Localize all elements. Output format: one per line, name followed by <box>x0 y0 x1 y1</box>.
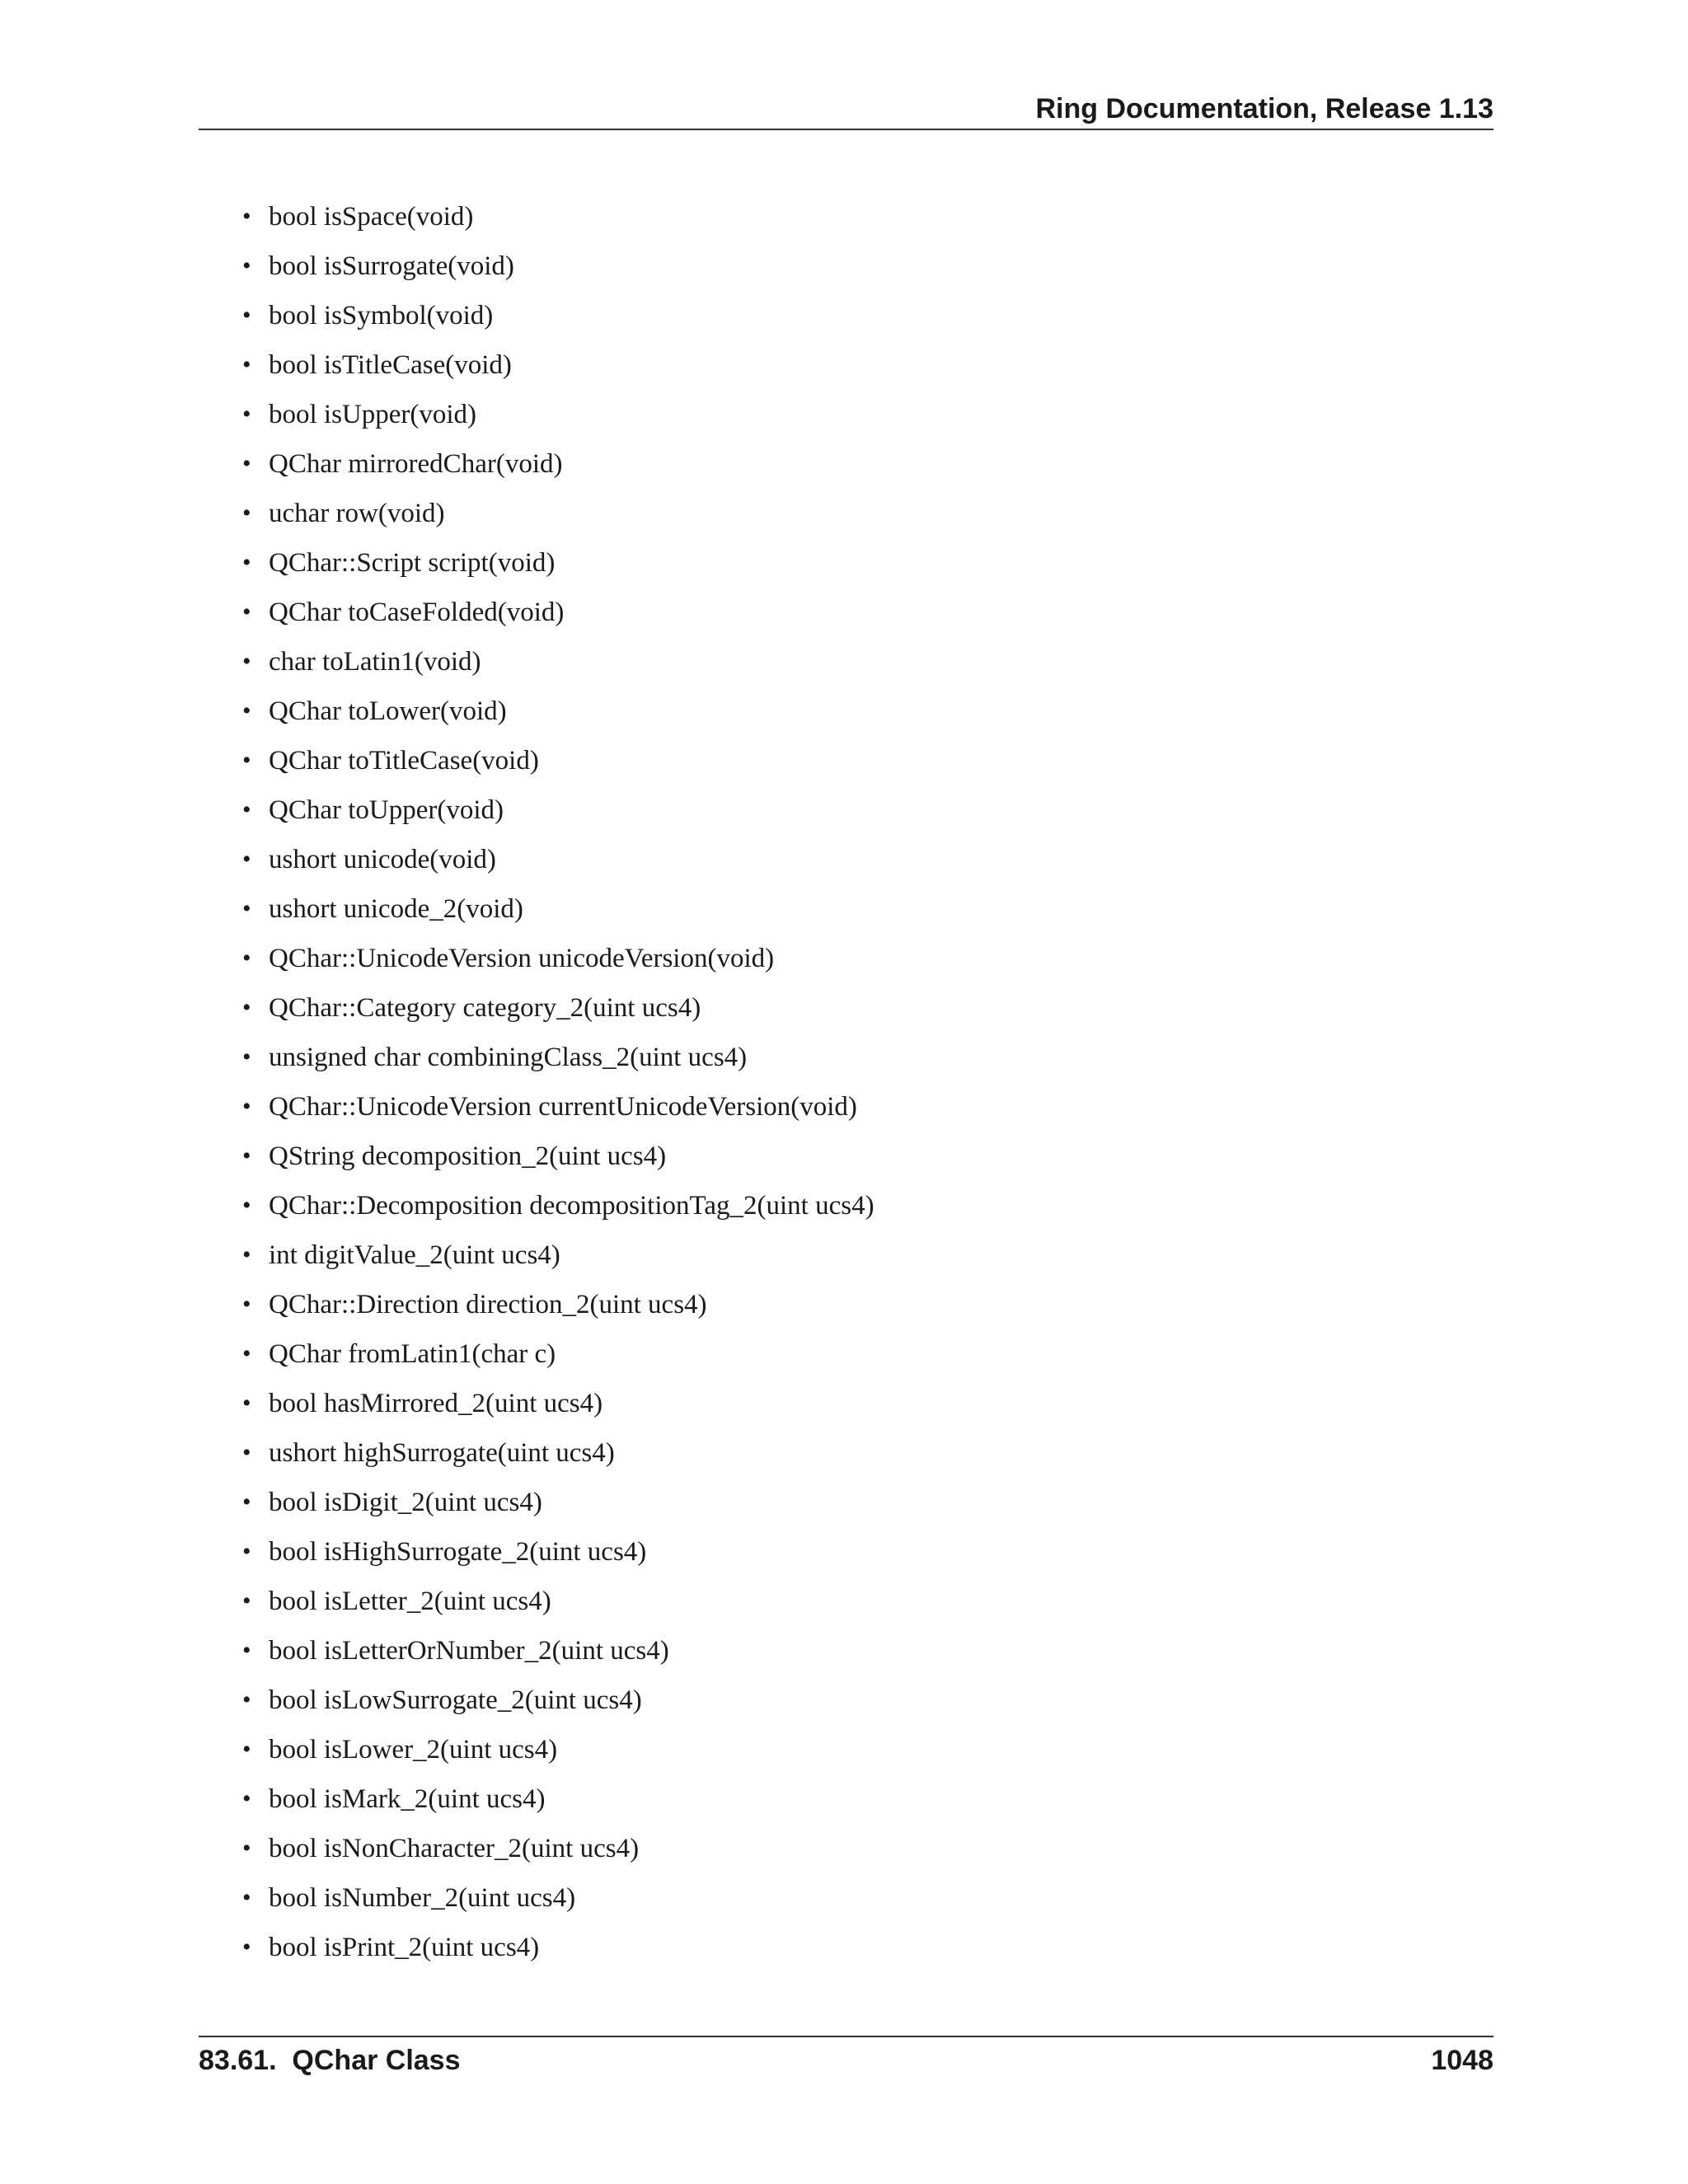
list-item <box>242 538 1396 588</box>
page-footer <box>199 2036 1493 2076</box>
list-item <box>242 1082 1396 1132</box>
list-item <box>242 1379 1396 1428</box>
bullet-icon: • <box>242 1043 251 1071</box>
method-signature: QChar toCaseFolded(void) <box>269 598 565 627</box>
list-item <box>242 1230 1396 1280</box>
section-title: 83.61. QChar Class <box>199 2045 461 2076</box>
page-content <box>242 192 1396 1972</box>
method-signature: QChar toTitleCase(void) <box>269 746 539 776</box>
bullet-icon: • <box>242 697 251 724</box>
bullet-icon: • <box>242 1637 251 1664</box>
page-header <box>199 89 1493 130</box>
method-signature: QChar toLower(void) <box>269 696 507 726</box>
method-signature: QChar::Script script(void) <box>269 548 556 578</box>
method-signature: bool isMark_2(uint ucs4) <box>269 1784 546 1814</box>
method-signature: QChar mirroredChar(void) <box>269 449 563 479</box>
document-title: Ring Documentation, Release 1.13 <box>1035 93 1493 124</box>
bullet-icon: • <box>242 252 251 279</box>
method-signature: bool isSymbol(void) <box>269 301 494 330</box>
bullet-icon: • <box>242 351 251 378</box>
bullet-icon: • <box>242 1439 251 1466</box>
list-item <box>242 1577 1396 1626</box>
bullet-icon: • <box>242 499 251 527</box>
bullet-icon: • <box>242 549 251 576</box>
method-signature: bool isSurrogate(void) <box>269 251 514 281</box>
method-signature: bool isLetter_2(uint ucs4) <box>269 1586 551 1616</box>
page-number: 1048 <box>1431 2045 1493 2076</box>
bullet-icon: • <box>242 1835 251 1862</box>
list-item <box>242 884 1396 934</box>
method-signature: QChar fromLatin1(char c) <box>269 1339 556 1369</box>
bullet-icon: • <box>242 1488 251 1516</box>
list-item <box>242 1626 1396 1675</box>
bullet-icon: • <box>242 1587 251 1615</box>
bullet-icon: • <box>242 450 251 477</box>
bullet-icon: • <box>242 1142 251 1169</box>
list-item <box>242 637 1396 687</box>
list-item <box>242 1873 1396 1923</box>
method-signature: ushort unicode(void) <box>269 845 496 874</box>
list-item <box>242 934 1396 983</box>
list-item <box>242 1923 1396 1972</box>
method-signature: bool isDigit_2(uint ucs4) <box>269 1488 542 1517</box>
bullet-icon: • <box>242 1538 251 1565</box>
list-item <box>242 736 1396 785</box>
method-signature: QChar::UnicodeVersion unicodeVersion(void) <box>269 944 775 973</box>
bullet-icon: • <box>242 1340 251 1367</box>
list-item <box>242 1428 1396 1478</box>
method-signature: uchar row(void) <box>269 499 445 528</box>
list-item <box>242 1181 1396 1230</box>
method-signature: bool isLower_2(uint ucs4) <box>269 1735 558 1765</box>
bullet-icon: • <box>242 1093 251 1120</box>
bullet-icon: • <box>242 401 251 428</box>
method-signature: ushort unicode_2(void) <box>269 894 523 924</box>
method-signature: bool hasMirrored_2(uint ucs4) <box>269 1389 603 1418</box>
list-item <box>242 291 1396 340</box>
list-item <box>242 1280 1396 1329</box>
list-item <box>242 1675 1396 1725</box>
method-signature: bool isSpace(void) <box>269 202 474 232</box>
method-signature: bool isTitleCase(void) <box>269 350 512 380</box>
bullet-icon: • <box>242 302 251 329</box>
list-item <box>242 340 1396 390</box>
list-item <box>242 1527 1396 1577</box>
list-item <box>242 588 1396 637</box>
method-signature: bool isNumber_2(uint ucs4) <box>269 1883 576 1913</box>
list-item <box>242 1132 1396 1181</box>
method-signature: QChar::Decomposition decompositionTag_2(uint ucs4) <box>269 1191 874 1221</box>
list-item <box>242 1774 1396 1824</box>
list-item <box>242 1824 1396 1873</box>
list-item <box>242 1478 1396 1527</box>
bullet-icon: • <box>242 1884 251 1911</box>
list-item <box>242 785 1396 835</box>
bullet-icon: • <box>242 648 251 675</box>
bullet-icon: • <box>242 1291 251 1318</box>
list-item <box>242 983 1396 1033</box>
bullet-icon: • <box>242 1785 251 1812</box>
bullet-icon: • <box>242 747 251 774</box>
list-item <box>242 1033 1396 1082</box>
list-item <box>242 489 1396 538</box>
bullet-icon: • <box>242 796 251 823</box>
bullet-icon: • <box>242 1736 251 1763</box>
list-item <box>242 439 1396 489</box>
bullet-icon: • <box>242 994 251 1021</box>
method-signature: bool isLowSurrogate_2(uint ucs4) <box>269 1685 642 1715</box>
bullet-icon: • <box>242 895 251 922</box>
bullet-icon: • <box>242 1933 251 1961</box>
method-signature: char toLatin1(void) <box>269 647 481 677</box>
bullet-icon: • <box>242 1686 251 1713</box>
bullet-icon: • <box>242 1241 251 1268</box>
method-signature: int digitValue_2(uint ucs4) <box>269 1240 560 1270</box>
bullet-icon: • <box>242 203 251 230</box>
method-signature: QString decomposition_2(uint ucs4) <box>269 1141 667 1171</box>
bullet-icon: • <box>242 944 251 972</box>
list-item <box>242 192 1396 241</box>
method-signature: bool isLetterOrNumber_2(uint ucs4) <box>269 1636 669 1666</box>
bullet-icon: • <box>242 1192 251 1219</box>
list-item <box>242 1329 1396 1379</box>
method-signature: bool isUpper(void) <box>269 400 477 429</box>
method-signature: bool isNonCharacter_2(uint ucs4) <box>269 1834 640 1863</box>
method-signature: QChar::Category category_2(uint ucs4) <box>269 993 701 1023</box>
list-item <box>242 1725 1396 1774</box>
list-item <box>242 687 1396 736</box>
method-signature: QChar::Direction direction_2(uint ucs4) <box>269 1290 707 1319</box>
list-item <box>242 241 1396 291</box>
list-item <box>242 835 1396 884</box>
method-signature: ushort highSurrogate(uint ucs4) <box>269 1438 615 1468</box>
bullet-icon: • <box>242 846 251 873</box>
method-signature: QChar::UnicodeVersion currentUnicodeVersion(void) <box>269 1092 857 1122</box>
bullet-icon: • <box>242 598 251 626</box>
bullet-icon: • <box>242 1390 251 1417</box>
method-signature: unsigned char combiningClass_2(uint ucs4) <box>269 1043 748 1072</box>
method-signature: QChar toUpper(void) <box>269 795 504 825</box>
list-item <box>242 390 1396 439</box>
method-list <box>242 192 1396 1972</box>
method-signature: bool isHighSurrogate_2(uint ucs4) <box>269 1537 647 1567</box>
method-signature: bool isPrint_2(uint ucs4) <box>269 1933 540 1962</box>
